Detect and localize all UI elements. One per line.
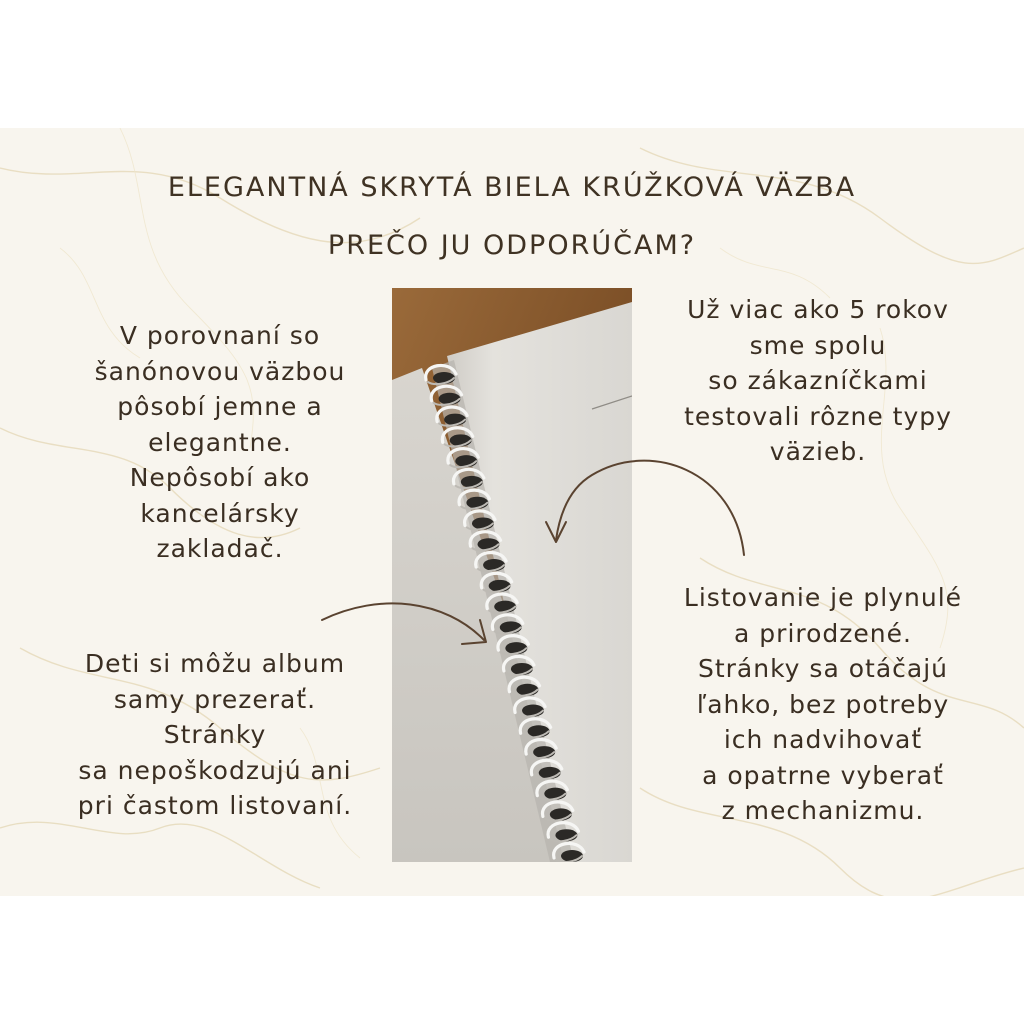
benefit-line: kancelársky	[140, 498, 300, 528]
page-title: ELEGANTNÁ SKRYTÁ BIELA KRÚŽKOVÁ VÄZBA	[167, 172, 857, 203]
benefit-line: V porovnaní so	[119, 321, 321, 350]
benefit-line: a opatrne vyberať	[702, 760, 944, 790]
benefit-line: Listovanie je plynulé	[683, 583, 963, 612]
arrow-curved-icon	[546, 461, 744, 555]
benefit-line: väzieb.	[769, 437, 867, 466]
benefit-line: ich nadvihovať	[723, 725, 923, 754]
benefit-line: so zákazníčkami	[708, 366, 928, 395]
benefit-line: ľahko, bez potreby	[696, 689, 950, 719]
benefit-line: sme spolu	[749, 330, 887, 360]
benefit-line: a prirodzené.	[734, 618, 912, 648]
benefit-line: Stránky	[163, 720, 267, 749]
benefit-line: sa nepoškodzujú ani	[78, 755, 352, 785]
benefit-line: testovali rôzne typy	[684, 401, 952, 431]
benefit-line: Deti si môžu album	[84, 649, 346, 678]
benefit-line: Nepôsobí ako	[129, 463, 311, 492]
benefit-line: elegantne.	[148, 427, 292, 457]
benefit-line: zakladač.	[156, 534, 284, 563]
arrow-curved-icon	[322, 603, 486, 644]
benefit-line: Stránky sa otáčajú	[697, 654, 948, 683]
benefit-line: Už viac ako 5 rokov	[687, 295, 949, 324]
benefit-line: šanónovou väzbou	[94, 356, 346, 386]
benefit-line: pôsobí jemne a	[117, 392, 323, 421]
page-subtitle: PREČO JU ODPORÚČAM?	[327, 230, 697, 261]
benefit-line: z mechanizmu.	[721, 796, 925, 825]
benefit-line: samy prezerať.	[113, 684, 317, 714]
benefit-line: pri častom listovaní.	[77, 791, 353, 820]
